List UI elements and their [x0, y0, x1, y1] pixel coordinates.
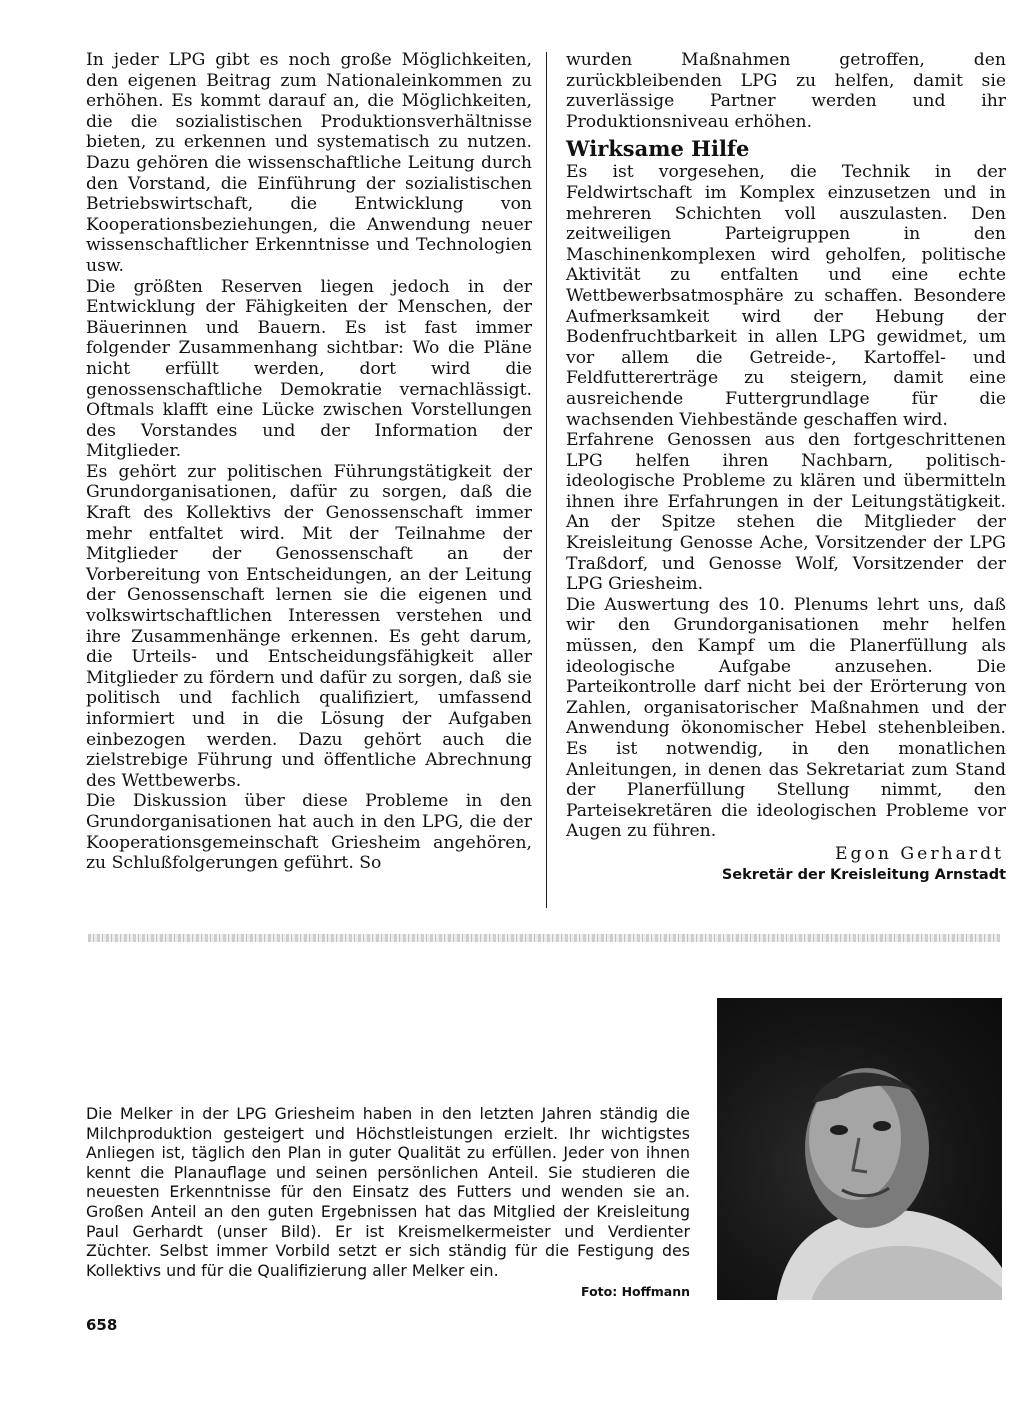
column-divider [546, 52, 547, 908]
article-paragraph: Es gehört zur politischen Führungstätigkeit der Grundorganisationen, dafür zu sorgen, daß die Kraft des Kollektivs der Genossenschaft immer mehr entfaltet wird. Mit der Teilnahme der Mitglieder der Genossenschaft an der Vorbereitung von Entscheidungen, an der Leitung der Genossenschaft lernen sie die eigenen und volkswirtschaftlichen Interessen verstehen und ihre Zusammenhänge erkennen. Es geht darum, die Urteils- und Entscheidungsfähigkeit aller Mitglieder zu fördern und dafür zu sorgen, daß sie politisch und fachlich qualifiziert, umfassend informiert und in die Lösung der Aufgaben einbezogen werden. Dazu gehört auch die zielstrebige Führung und öffentliche Abrechnung des Wettbewerbs. [86, 461, 532, 791]
photo-credit: Foto: Hoffmann [581, 1284, 690, 1300]
author-title: Sekretär der Kreisleitung Arnstadt [721, 866, 1006, 883]
portrait-illustration [717, 998, 1002, 1300]
photo-caption [86, 1104, 690, 1302]
article-paragraph: Die Auswertung des 10. Plenums lehrt uns, daß wir den Grundorganisationen mehr helfen müssen, den Kampf um die Planerfüllung als ideologische Aufgabe anzusehen. Die Parteikontrolle darf nicht bei der Erörterung von Zahlen, organisatorischer Maßnahmen und der Anwendung ökonomischer Hebel stehenbleiben. Es ist notwendig, in den monatlichen Anleitungen, in denen das Sekretariat zum Stand der Planerfüllung Stellung nimmt, den Parteisekretären die ideologischen Probleme vor Augen zu führen. [566, 594, 1006, 842]
page-number: 658 [86, 1316, 118, 1334]
article-paragraph: wurden Maßnahmen getroffen, den zurückbleibenden LPG zu helfen, damit sie zuverlässige Partner werden und ihr Produktionsniveau erhöhen. [566, 50, 1006, 132]
article-paragraph: Die größten Reserven liegen jedoch in der Entwicklung der Fähigkeiten der Menschen, der Bäuerinnen und Bauern. Es ist fast immer folgender Zusammenhang sichtbar: Wo die Pläne nicht erfüllt werden, dort wird die genossenschaftliche Demokratie vernachlässigt. Oftmals klafft eine Lücke zwischen Vorstellungen des Vorstandes und der Information der Mitglieder. [86, 276, 532, 462]
article-paragraph: Erfahrene Genossen aus den fortgeschrittenen LPG helfen ihren Nachbarn, politisch-ideologische Probleme zu klären und übermitteln ihnen ihre Erfahrungen in der Leitungstätigkeit. An der Spitze stehen die Mitglieder der Kreisleitung Genosse Ache, Vorsitzender der LPG Traßdorf, und Genosse Wolf, Vorsitzender der LPG Griesheim. [566, 430, 1006, 595]
caption-text: Die Melker in der LPG Griesheim haben in den letzten Jahren ständig die Milchproduktion gesteigert und Höchstleistungen erzielt. Ihr wichtigstes Anliegen ist, täglich den Plan in guter Qualität zu erfüllen. Jeder von ihnen kennt die Planauflage und seinen persönlichen Anteil. Sie studieren die neuesten Erkenntnisse für den Einsatz des Futters und wenden sie an. Großen Anteil an den guten Ergebnissen hat das Mitglied der Kreisleitung Paul Gerhardt (unser Bild). Er ist Kreismelkermeister und Verdienter Züchter. Selbst immer Vorbild setzt er sich ständig für die Festigung des Kollektivs und für die Qualifizierung aller Melker ein. [86, 1104, 690, 1280]
article-paragraph: In jeder LPG gibt es noch große Möglichkeiten, den eigenen Beitrag zum Nationaleinkommen zu erhöhen. Es kommt darauf an, die Möglichkeiten, die die sozialistischen Produktionsverhältnisse bieten, zu erkennen und systematisch zu nutzen. Dazu gehören die wissenschaftliche Leitung durch den Vorstand, die Einführung der sozialistischen Betriebswirtschaft, die Entwicklung von Kooperationsbeziehungen, die Anwendung neuer wissenschaftlicher Erkenntnisse und Technologien usw. [86, 50, 532, 276]
article-right-column [566, 50, 1006, 885]
article-paragraph: Es ist vorgesehen, die Technik in der Feldwirtschaft im Komplex einzusetzen und in mehreren Schichten voll auszulasten. Den zeitweiligen Parteigruppen in den Maschinenkomplexen wird geholfen, politische Aktivität zu entfalten und eine echte Wettbewerbsatmosphäre zu schaffen. Besondere Aufmerksamkeit wird der Hebung der Bodenfruchtbarkeit in allen LPG gewidmet, um vor allem die Getreide-, Kartoffel- und Feldfuttererträge zu steigern, damit eine ausreichende Futtergrundlage für die wachsenden Viehbestände geschaffen wird. [566, 162, 1006, 430]
author-name: Egon Gerhardt [835, 843, 1004, 864]
article-left-column [86, 50, 532, 874]
section-heading: Wirksame Hilfe [566, 136, 750, 162]
portrait-photo [717, 998, 1002, 1300]
section-separator [88, 934, 1000, 942]
article-paragraph: Die Diskussion über diese Probleme in den Grundorganisationen hat auch in den LPG, die der Kooperationsgemeinschaft Griesheim angehören, zu Schlußfolgerungen geführt. So [86, 791, 532, 874]
